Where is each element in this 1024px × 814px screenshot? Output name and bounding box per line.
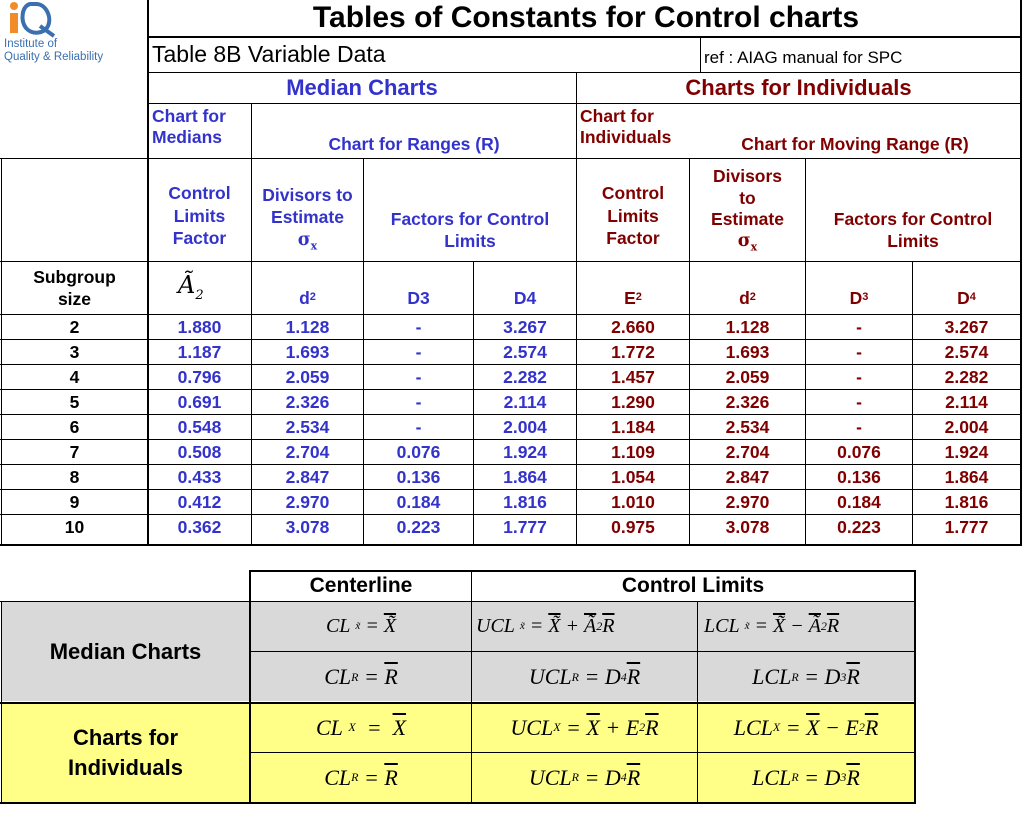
cell-d2: 2.970: [285, 491, 330, 512]
cell-d2: 1.128: [285, 316, 330, 337]
cell-subgroup-size: 2: [69, 316, 80, 337]
cell-e2: 1.010: [611, 491, 655, 512]
cell-d2: 2.326: [285, 391, 330, 412]
label-median-charts: Median Charts: [49, 638, 202, 664]
hdr-text: Estimate: [711, 209, 784, 230]
cell-d3: 0.136: [396, 466, 441, 487]
hdr-text: Factors for Control: [833, 208, 993, 229]
sym-d3: D3: [407, 287, 430, 308]
cell-d2-ind: 2.970: [725, 491, 770, 512]
cell-d3: -: [415, 366, 422, 387]
hdr-text: Control: [168, 183, 231, 204]
hdr-text: size: [57, 289, 92, 309]
grid-line: [700, 36, 701, 72]
grid-line: [0, 158, 1022, 159]
cell-d2: 2.059: [285, 366, 330, 387]
cell-subgroup-size: 9: [69, 491, 80, 512]
cell-subgroup-size: 5: [69, 391, 80, 412]
cell-d4: 1.816: [503, 491, 547, 512]
cell-d4-ind: 1.924: [944, 441, 989, 462]
cell-subgroup-size: 10: [64, 516, 85, 537]
hdr-control-limits: Control Limits: [621, 573, 765, 597]
grid-line: [0, 544, 1022, 546]
cell-d2-ind: 1.693: [725, 341, 770, 362]
logo-text: [4, 38, 144, 63]
cell-d3-ind: -: [856, 316, 862, 337]
formula-median-ucl-r: UCL R = D 4 $\overline{R}$: [528, 664, 641, 690]
cell-a2: 0.412: [177, 491, 222, 512]
formula-median-lcl-r: LCL R = D 3 $\overline{R}$: [752, 664, 860, 690]
cell-d3: -: [415, 316, 422, 337]
sym-d4: D4: [513, 287, 537, 308]
cell-e2: 1.457: [611, 366, 655, 387]
cell-d4-ind: 1.864: [944, 466, 989, 487]
cell-subgroup-size: 4: [69, 366, 80, 387]
cell-d4-ind: 3.267: [944, 316, 989, 337]
label-charts-individuals: [2, 703, 249, 802]
cell-d4-ind: 2.574: [944, 341, 989, 362]
cell-e2: 1.772: [611, 341, 655, 362]
cell-a2: 0.796: [177, 366, 222, 387]
cell-a2: 0.691: [177, 391, 222, 412]
hdr-text: Limits: [607, 205, 659, 226]
cell-subgroup-size: 6: [69, 416, 80, 437]
cell-a2: 0.362: [177, 516, 222, 537]
formula-ind-cl-r: CL R = $\overline{R}$: [324, 764, 398, 790]
cell-d4-ind: 2.004: [944, 416, 989, 437]
cell-d2-ind: 2.534: [725, 416, 770, 437]
cell-d3-ind: -: [856, 391, 862, 412]
cell-d3: -: [415, 391, 422, 412]
label-text: Individuals: [68, 754, 183, 780]
cell-d2-ind: 1.128: [725, 316, 770, 337]
cell-e2: 0.975: [611, 516, 655, 537]
cell-a2: 1.880: [177, 316, 222, 337]
cell-d2: 1.693: [285, 341, 330, 362]
cell-d3-ind: 0.184: [837, 491, 881, 512]
cell-d4: 2.004: [503, 416, 547, 437]
hdr-factors-control: [364, 200, 576, 260]
sym-d2-ind: d 2: [739, 287, 756, 308]
cell-d3-ind: 0.223: [837, 516, 881, 537]
label-text: Charts for: [72, 725, 179, 751]
cell-a2: 0.433: [177, 466, 222, 487]
cell-d3: 0.223: [396, 516, 441, 537]
hdr-sigma: $\sigma_x$: [297, 229, 318, 253]
section-charts-individuals: Charts for Individuals: [685, 74, 912, 100]
grid-line: [147, 36, 1022, 38]
formula-ind-lcl-r: LCL R = D 3 $\overline{R}$: [752, 764, 860, 790]
hdr-centerline: Centerline: [309, 573, 413, 597]
cell-e2: 1.054: [611, 466, 655, 487]
sub-text: Chart for: [152, 106, 226, 126]
formula-ind-cl-x: CL X = $\overline{X}$: [315, 714, 407, 740]
section-median-charts: Median Charts: [286, 74, 438, 100]
cell-d3-ind: -: [856, 416, 862, 437]
cell-e2: 2.660: [611, 316, 655, 337]
cell-d2-ind: 2.326: [725, 391, 770, 412]
hdr-factors-control-ind: [806, 200, 1020, 260]
sub-text: Individuals: [580, 127, 672, 147]
cell-subgroup-size: 3: [69, 341, 80, 362]
sym-d3-ind: D 3: [849, 287, 869, 308]
hdr-text: Limits: [173, 205, 226, 226]
sym-e2: E 2: [624, 287, 642, 308]
cell-d4-ind: 1.816: [944, 491, 989, 512]
hdr-control-limits-factor-ind: [577, 176, 689, 256]
grid-line: [147, 103, 1022, 104]
hdr-divisors: [252, 176, 363, 262]
sym-a2: $Ã_2$: [178, 271, 204, 304]
formula-median-lcl-x: LCL x̃ = X̃ − $\overline{Ã}$ 2 $\overline{R}$: [704, 615, 840, 637]
sub-text: Medians: [152, 127, 223, 147]
cell-d4: 1.777: [503, 516, 547, 537]
hdr-text: Subgroup: [33, 266, 116, 287]
hdr-text: Estimate: [271, 207, 344, 228]
grid-line: [914, 570, 916, 803]
hdr-text: to: [739, 187, 756, 208]
formula-ind-ucl-x: UCL X = $\overline{X}$ + E 2 $\overline{R}$: [510, 714, 659, 740]
cell-d4: 2.282: [503, 366, 547, 387]
cell-d4: 2.114: [503, 391, 547, 412]
hdr-text: Factor: [606, 228, 660, 249]
hdr-sigma: $\sigma_x$: [737, 230, 758, 254]
sym-d4-ind: D 4: [957, 287, 976, 308]
hdr-text: Factors for Control: [390, 208, 550, 229]
cell-d2: 2.704: [285, 441, 330, 462]
cell-d4: 2.574: [503, 341, 547, 362]
cell-d4-ind: 2.282: [944, 366, 989, 387]
cell-d2-ind: 2.847: [725, 466, 770, 487]
cell-subgroup-size: 8: [69, 466, 80, 487]
hdr-subgroup-size: [2, 262, 147, 314]
cell-d2-ind: 3.078: [725, 516, 770, 537]
iqr-logo: [4, 0, 64, 38]
formula-median-ucl-x: UCL x̃ = X̃ + $\overline{Ã}$ 2 $\overline{R}$: [476, 615, 615, 637]
sub-text: Chart for: [580, 106, 654, 126]
cell-d3: -: [415, 341, 422, 362]
sub-chart-for-moving-range: Chart for Moving Range (R): [741, 133, 969, 154]
cell-e2: 1.109: [611, 441, 655, 462]
cell-d4: 3.267: [503, 316, 547, 337]
formula-ind-ucl-r: UCL R = D 4 $\overline{R}$: [528, 764, 641, 790]
cell-d2: 2.534: [285, 416, 330, 437]
cell-d2-ind: 2.704: [725, 441, 770, 462]
logo-line-1: Institute of: [4, 38, 58, 50]
cell-d2: 2.847: [285, 466, 330, 487]
formula-median-cl-x: CL x̃ = X̃: [325, 615, 397, 637]
cell-d3: -: [415, 416, 422, 437]
hdr-control-limits-factor: [148, 176, 251, 256]
cell-e2: 1.184: [611, 416, 655, 437]
formula-ind-lcl-x: LCL X = $\overline{X}$ − E 2 $\overline{R}$: [733, 714, 879, 740]
sub-chart-for-ranges: Chart for Ranges (R): [328, 133, 500, 154]
hdr-text: Divisors: [712, 166, 783, 187]
cell-d3: 0.184: [396, 491, 441, 512]
hdr-divisors-ind: [690, 158, 805, 262]
sub-chart-for-individuals: [580, 106, 688, 148]
hdr-text: Limits: [444, 231, 496, 251]
cell-e2: 1.290: [611, 391, 655, 412]
cell-d4-ind: 2.114: [945, 391, 988, 412]
page-title: Tables of Constants for Control charts: [312, 0, 860, 34]
cell-d2-ind: 2.059: [725, 366, 770, 387]
cell-d3: 0.076: [396, 441, 441, 462]
cell-d3-ind: 0.136: [837, 466, 881, 487]
hdr-text: Factor: [172, 228, 227, 249]
hdr-text: Limits: [887, 231, 939, 251]
cell-d4: 1.864: [503, 466, 547, 487]
cell-d4: 1.924: [503, 441, 547, 462]
cell-a2: 0.548: [177, 416, 222, 437]
cell-d2: 3.078: [285, 516, 330, 537]
reference-note: ref : AIAG manual for SPC: [704, 48, 903, 67]
formula-median-cl-r: CL R = $\overline{R}$: [324, 664, 398, 690]
cell-d3-ind: -: [856, 366, 862, 387]
cell-a2: 0.508: [177, 441, 222, 462]
sub-chart-for-medians: [152, 106, 250, 148]
sym-d2: d 2: [299, 287, 316, 308]
cell-d4-ind: 1.777: [944, 516, 989, 537]
hdr-text: Divisors to: [262, 185, 353, 206]
cell-a2: 1.187: [177, 341, 222, 362]
table-subtitle: Table 8B Variable Data: [152, 40, 386, 67]
logo-line-2: Quality & Reliability: [4, 50, 104, 63]
cell-subgroup-size: 7: [69, 441, 80, 462]
cell-d3-ind: -: [856, 341, 862, 362]
hdr-text: Control: [601, 183, 665, 204]
cell-d3-ind: 0.076: [837, 441, 881, 462]
grid-line: [0, 802, 916, 804]
